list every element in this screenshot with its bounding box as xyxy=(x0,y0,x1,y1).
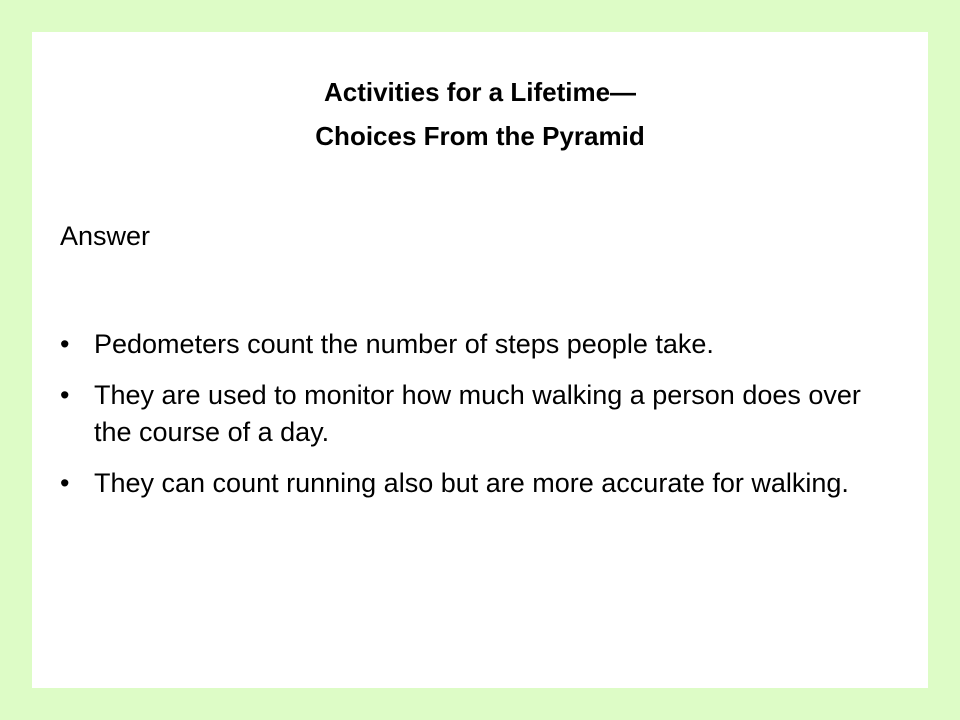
bullet-icon: • xyxy=(60,468,70,498)
bullet-item xyxy=(60,326,880,363)
bullet-text: Pedometers count the number of steps people take. xyxy=(94,329,714,359)
bullet-list xyxy=(60,326,880,516)
answer-heading: Answer xyxy=(60,221,151,251)
bullet-item xyxy=(60,377,880,451)
slide-title xyxy=(32,70,928,158)
title-line-1: Activities for a Lifetime— xyxy=(323,77,637,107)
bullet-text: They can count running also but are more accurate for walking. xyxy=(94,468,849,498)
bullet-icon: • xyxy=(60,380,70,410)
bullet-item xyxy=(60,465,880,502)
bullet-text: They are used to monitor how much walking a person does over the course of a day. xyxy=(94,380,861,447)
slide-panel xyxy=(32,32,928,688)
title-line-2: Choices From the Pyramid xyxy=(315,121,645,151)
bullet-icon: • xyxy=(60,329,70,359)
